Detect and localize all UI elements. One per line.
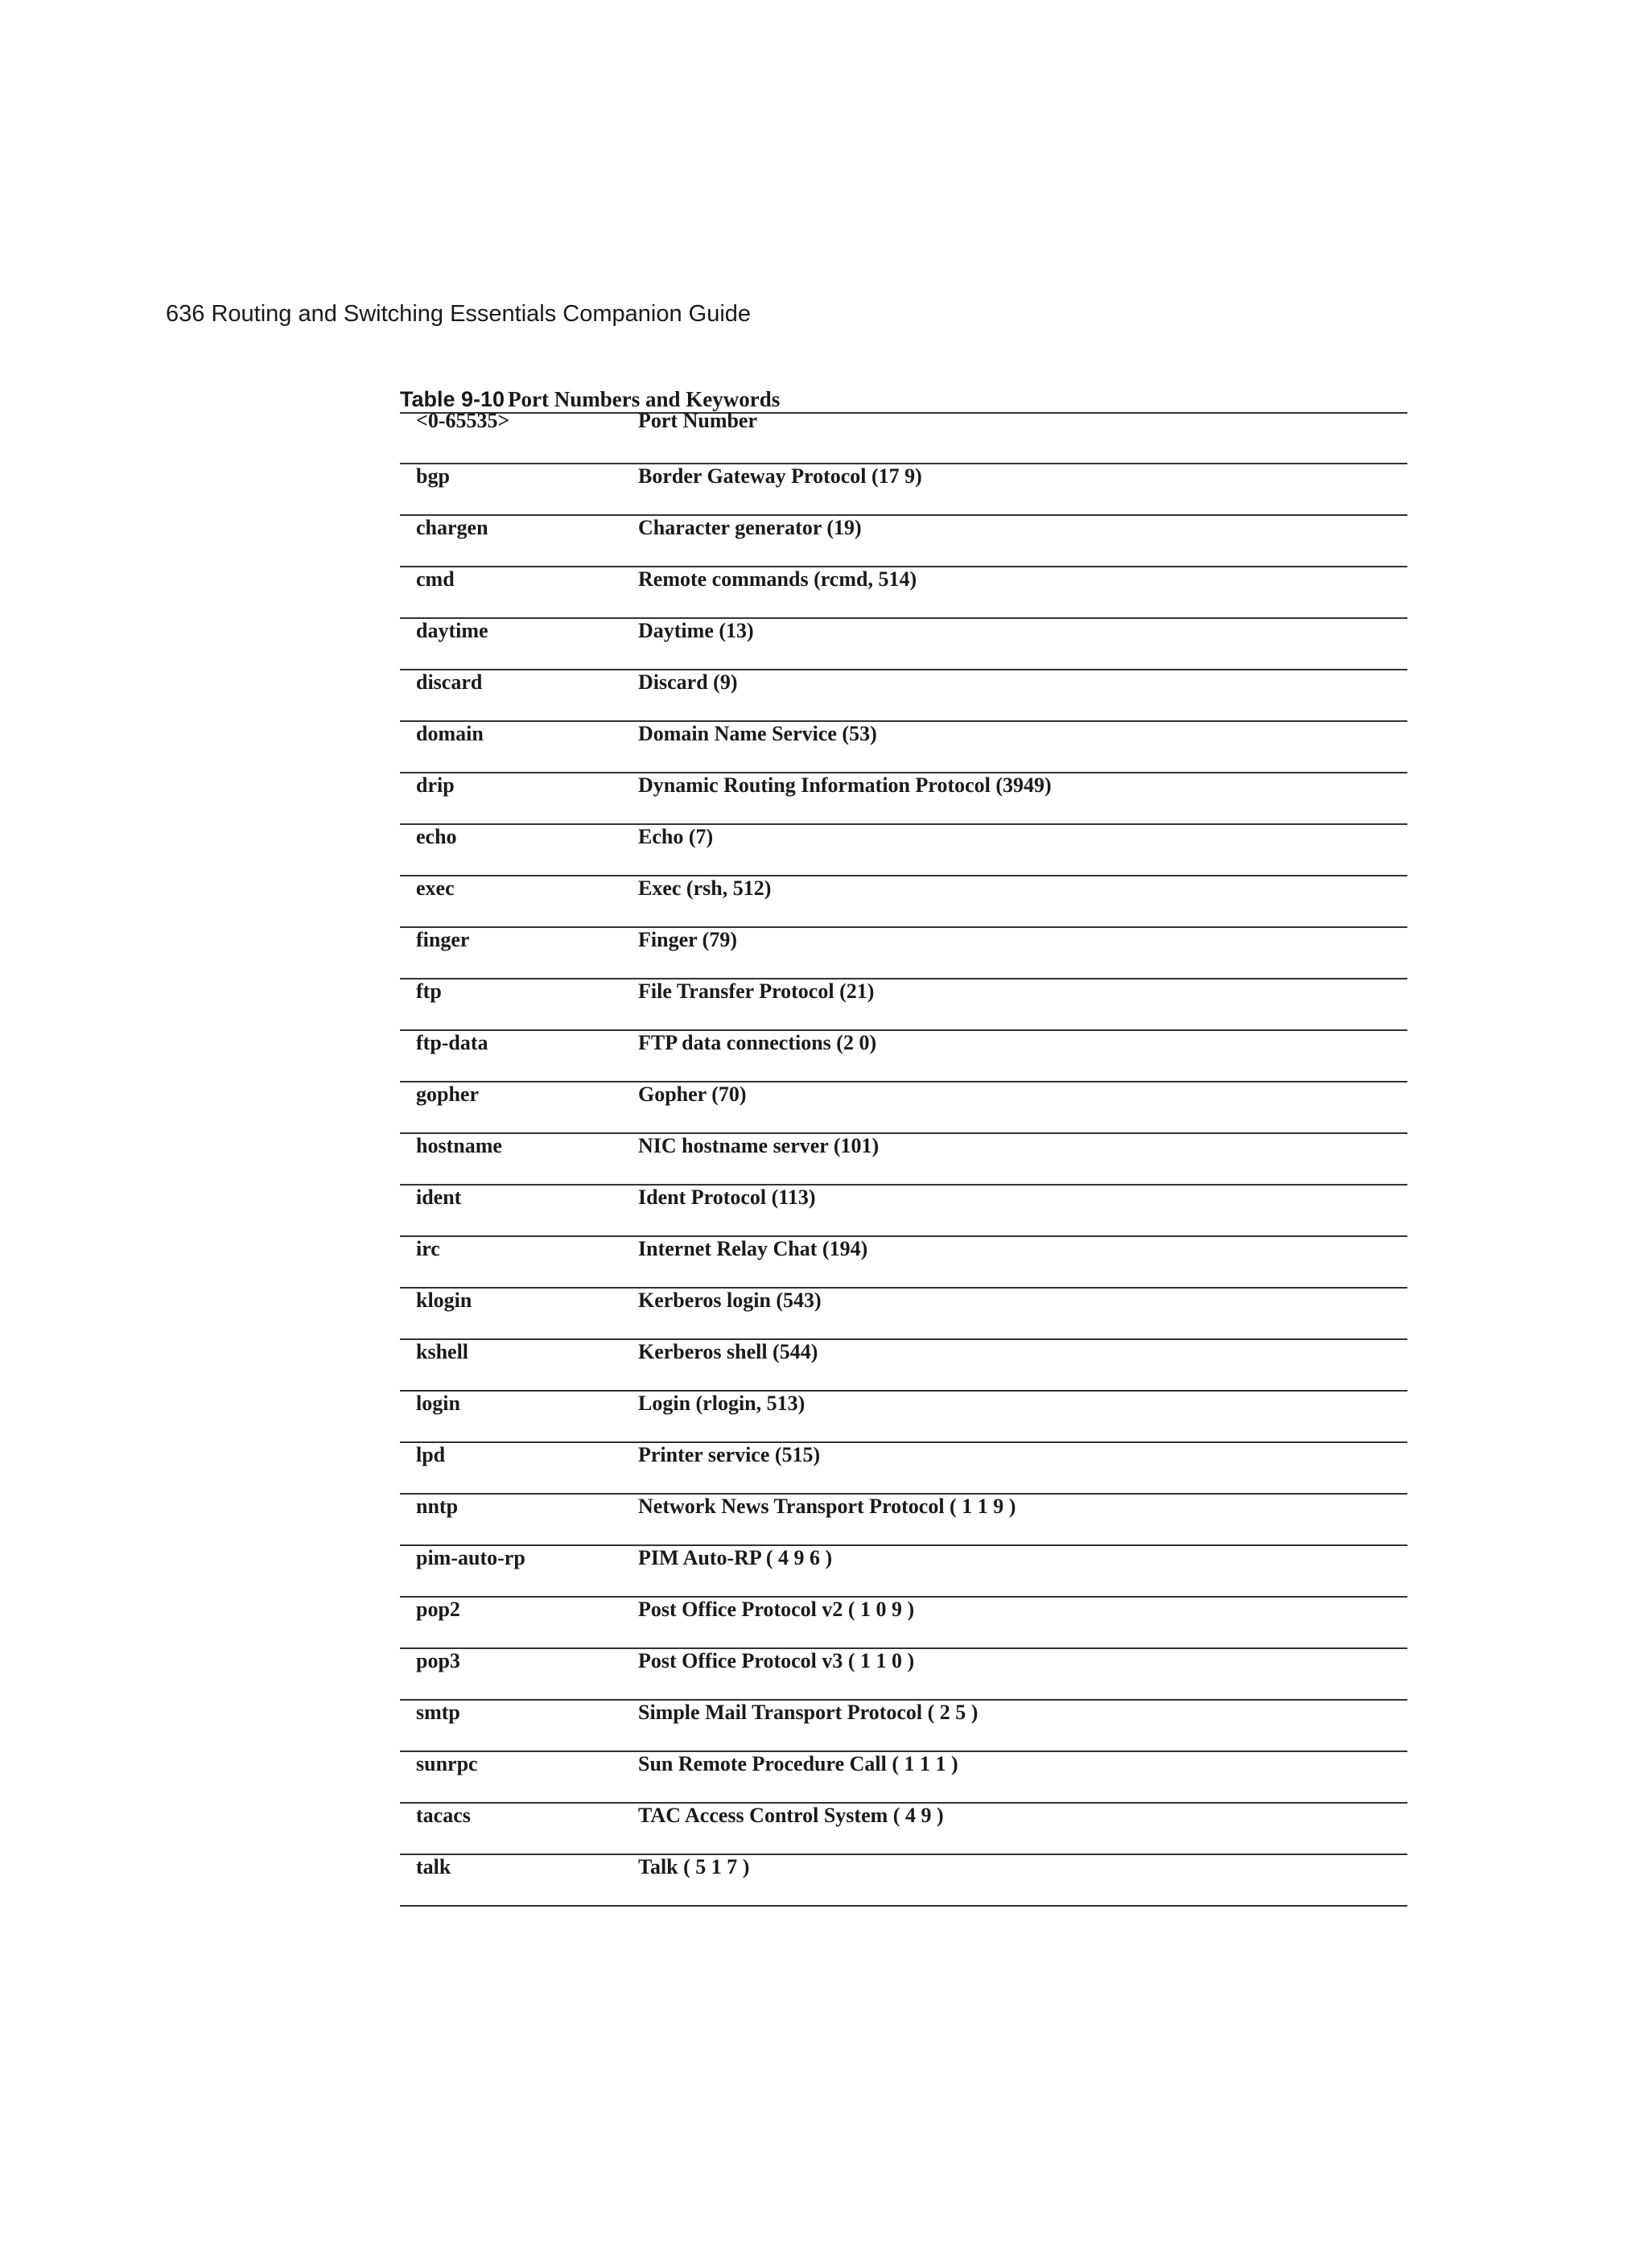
port-keyword: tacacs <box>400 1803 638 1854</box>
table-row <box>400 1648 1407 1700</box>
table-row <box>400 1288 1407 1339</box>
table-row <box>400 927 1407 979</box>
table-row <box>400 1133 1407 1185</box>
table-title: Port Numbers and Keywords <box>508 387 781 411</box>
port-keyword: chargen <box>400 515 638 567</box>
port-keyword: daytime <box>400 618 638 670</box>
table-row <box>400 1751 1407 1803</box>
port-description: PIM Auto-RP ( 4 9 6 ) <box>638 1545 1407 1597</box>
table-row <box>400 1442 1407 1494</box>
table-header-row <box>400 413 1407 464</box>
header-keyword: <0-65535> <box>400 413 638 464</box>
table-row <box>400 876 1407 927</box>
port-keyword: exec <box>400 876 638 927</box>
port-description: Discard (9) <box>638 670 1407 721</box>
table-label: Table 9-10 <box>400 387 505 411</box>
port-description: Dynamic Routing Information Protocol (3949) <box>638 773 1407 824</box>
port-description: Post Office Protocol v2 ( 1 0 9 ) <box>638 1597 1407 1648</box>
port-keyword: ftp <box>400 979 638 1030</box>
port-keyword: domain <box>400 721 638 773</box>
port-keywords-table <box>400 409 1407 1907</box>
port-keyword: ftp-data <box>400 1030 638 1082</box>
port-keyword: finger <box>400 927 638 979</box>
table-row <box>400 464 1407 515</box>
table-caption <box>400 386 1407 412</box>
port-keyword: discard <box>400 670 638 721</box>
port-description: Exec (rsh, 512) <box>638 876 1407 927</box>
table-row <box>400 1545 1407 1597</box>
table-row <box>400 1700 1407 1751</box>
port-description: Simple Mail Transport Protocol ( 2 5 ) <box>638 1700 1407 1751</box>
table-row <box>400 1030 1407 1082</box>
port-description: Daytime (13) <box>638 618 1407 670</box>
port-keyword: pop3 <box>400 1648 638 1700</box>
port-description: Border Gateway Protocol (17 9) <box>638 464 1407 515</box>
port-description: Echo (7) <box>638 824 1407 876</box>
port-description: Kerberos shell (544) <box>638 1339 1407 1391</box>
port-keyword: lpd <box>400 1442 638 1494</box>
port-keyword: pop2 <box>400 1597 638 1648</box>
table-row <box>400 1236 1407 1288</box>
port-keyword: sunrpc <box>400 1751 638 1803</box>
table-row <box>400 515 1407 567</box>
port-keyword: irc <box>400 1236 638 1288</box>
port-keyword: talk <box>416 1855 451 1878</box>
port-description: Character generator (19) <box>638 515 1407 567</box>
table-row <box>400 1185 1407 1236</box>
port-description: Gopher (70) <box>638 1082 1407 1133</box>
port-description: Post Office Protocol v3 ( 1 1 0 ) <box>638 1648 1407 1700</box>
header-description: Port Number <box>638 413 1407 464</box>
table-row <box>400 979 1407 1030</box>
port-description: Domain Name Service (53) <box>638 721 1407 773</box>
port-keyword: echo <box>400 824 638 876</box>
port-description: Finger (79) <box>638 927 1407 979</box>
port-table-block <box>400 386 1407 1907</box>
table-row <box>400 1082 1407 1133</box>
port-keyword: klogin <box>400 1288 638 1339</box>
table-row <box>400 670 1407 721</box>
port-description: Printer service (515) <box>638 1442 1407 1494</box>
port-keyword: hostname <box>400 1133 638 1185</box>
port-keyword: cmd <box>400 567 638 618</box>
port-description: Sun Remote Procedure Call ( 1 1 1 ) <box>638 1751 1407 1803</box>
port-keyword: login <box>400 1391 638 1442</box>
table-row <box>400 1803 1407 1854</box>
port-keyword: drip <box>400 773 638 824</box>
port-keyword: bgp <box>400 464 638 515</box>
port-description: NIC hostname server (101) <box>638 1133 1407 1185</box>
table-row <box>400 721 1407 773</box>
port-keyword: smtp <box>400 1700 638 1751</box>
table-row <box>400 618 1407 670</box>
port-keyword: nntp <box>400 1494 638 1545</box>
table-row <box>400 1494 1407 1545</box>
table-row <box>400 1391 1407 1442</box>
table-row <box>400 567 1407 618</box>
table-row <box>400 773 1407 824</box>
port-keyword: kshell <box>400 1339 638 1391</box>
port-description: Internet Relay Chat (194) <box>638 1236 1407 1288</box>
table-row <box>400 1854 1407 1906</box>
port-description: File Transfer Protocol (21) <box>638 979 1407 1030</box>
port-keyword: ident <box>400 1185 638 1236</box>
port-description: Network News Transport Protocol ( 1 1 9 ) <box>638 1494 1407 1545</box>
port-keyword: pim-auto-rp <box>400 1545 638 1597</box>
port-description: Remote commands (rcmd, 514) <box>638 567 1407 618</box>
port-description: Kerberos login (543) <box>638 1288 1407 1339</box>
port-description: Talk ( 5 1 7 ) <box>638 1855 750 1878</box>
table-row <box>400 824 1407 876</box>
port-description: TAC Access Control System ( 4 9 ) <box>638 1803 1407 1854</box>
table-row <box>400 1597 1407 1648</box>
port-description: Login (rlogin, 513) <box>638 1391 1407 1442</box>
port-keyword: gopher <box>400 1082 638 1133</box>
running-head: 636 Routing and Switching Essentials Companion Guide <box>166 301 752 327</box>
port-description: Ident Protocol (113) <box>638 1185 1407 1236</box>
port-description: FTP data connections (2 0) <box>638 1030 1407 1082</box>
table-row <box>400 1339 1407 1391</box>
